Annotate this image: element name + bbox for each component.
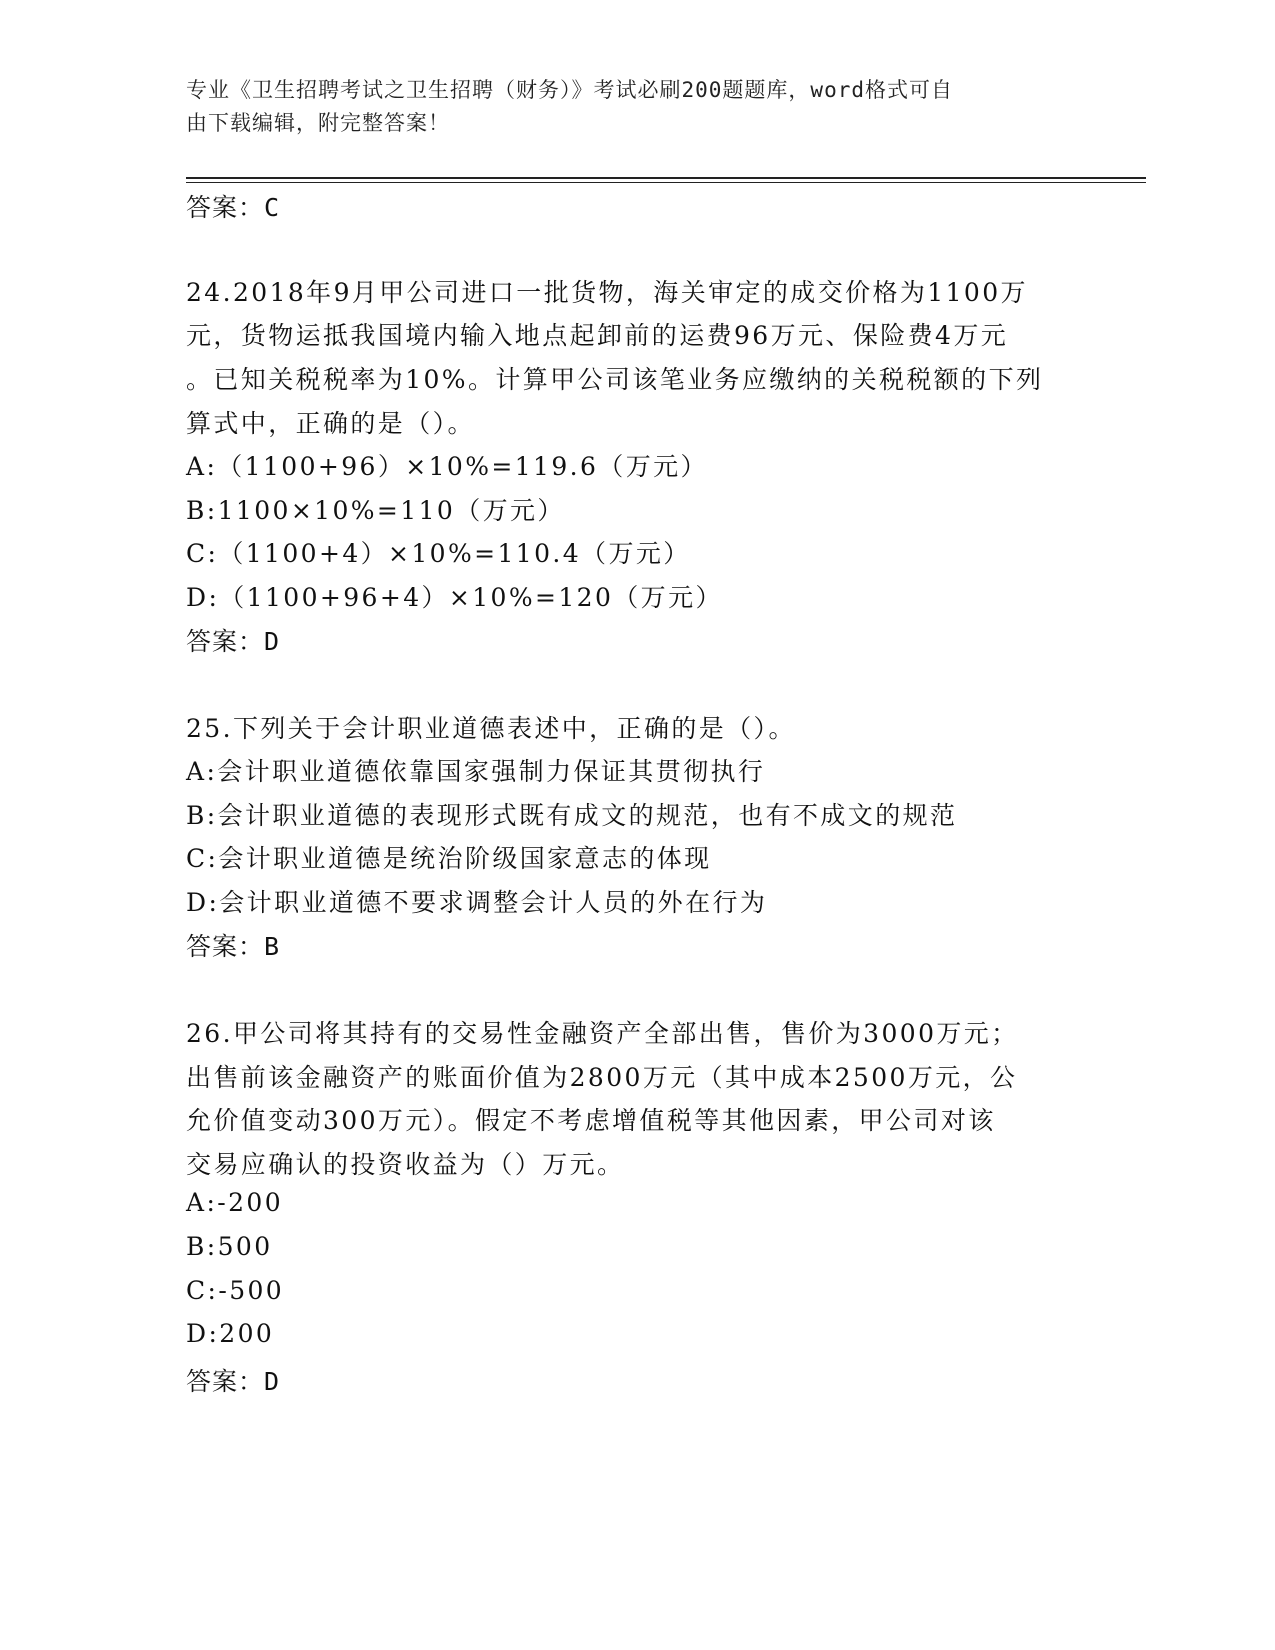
question-24-text-line-2: 元，货物运抵我国境内输入地点起卸前的运费96万元、保险费4万元: [186, 321, 1009, 350]
question-24-text-line-3: 。已知关税税率为10%。计算甲公司该笔业务应缴纳的关税税额的下列: [186, 365, 1044, 394]
previous-answer: 答案：C: [186, 193, 281, 222]
question-26-text-line-4: 交易应确认的投资收益为（）万元。: [186, 1150, 625, 1179]
question-25-option-b: B:会计职业道德的表现形式既有成文的规范，也有不成文的规范: [186, 801, 958, 830]
header-divider-thin: [186, 182, 1146, 183]
question-24-option-d: D:（1100+96+4）×10%=120（万元）: [186, 583, 723, 612]
question-26-option-a: A:-200: [186, 1188, 284, 1217]
question-25-answer: 答案：B: [186, 932, 281, 961]
question-25-option-c: C:会计职业道德是统治阶级国家意志的体现: [186, 844, 712, 873]
header-line-2: 由下载编辑，附完整答案！: [186, 111, 450, 135]
header-line-1: 专业《卫生招聘考试之卫生招聘（财务）》考试必刷200题题库，word格式可自: [186, 78, 953, 102]
document-header: [186, 74, 1066, 140]
question-24-text-line-4: 算式中，正确的是（）。: [186, 409, 475, 438]
question-26-answer: 答案：D: [186, 1367, 281, 1396]
header-divider-thick: [186, 177, 1146, 179]
question-26-option-b: B:500: [186, 1232, 273, 1261]
question-24-option-a: A:（1100+96）×10%=119.6（万元）: [186, 452, 708, 481]
question-26-text-line-2: 出售前该金融资产的账面价值为2800万元（其中成本2500万元，公: [186, 1063, 1018, 1092]
question-24-text-line-1: 24.2018年9月甲公司进口一批货物，海关审定的成交价格为1100万: [186, 278, 1028, 307]
question-26-text-line-3: 允价值变动300万元）。假定不考虑增值税等其他因素，甲公司对该: [186, 1106, 996, 1135]
question-24-option-b: B:1100×10%=110（万元）: [186, 496, 565, 525]
question-26-option-d: D:200: [186, 1319, 275, 1348]
question-24-option-c: C:（1100+4）×10%=110.4（万元）: [186, 539, 691, 568]
question-24-answer: 答案：D: [186, 627, 281, 656]
question-26-text-line-1: 26.甲公司将其持有的交易性金融资产全部出售，售价为3000万元；: [186, 1019, 1019, 1048]
question-25-option-a: A:会计职业道德依靠国家强制力保证其贯彻执行: [186, 757, 766, 786]
question-25-text-line-1: 25.下列关于会计职业道德表述中，正确的是（）。: [186, 714, 796, 743]
question-25-option-d: D:会计职业道德不要求调整会计人员的外在行为: [186, 888, 768, 917]
question-26-option-c: C:-500: [186, 1276, 285, 1305]
